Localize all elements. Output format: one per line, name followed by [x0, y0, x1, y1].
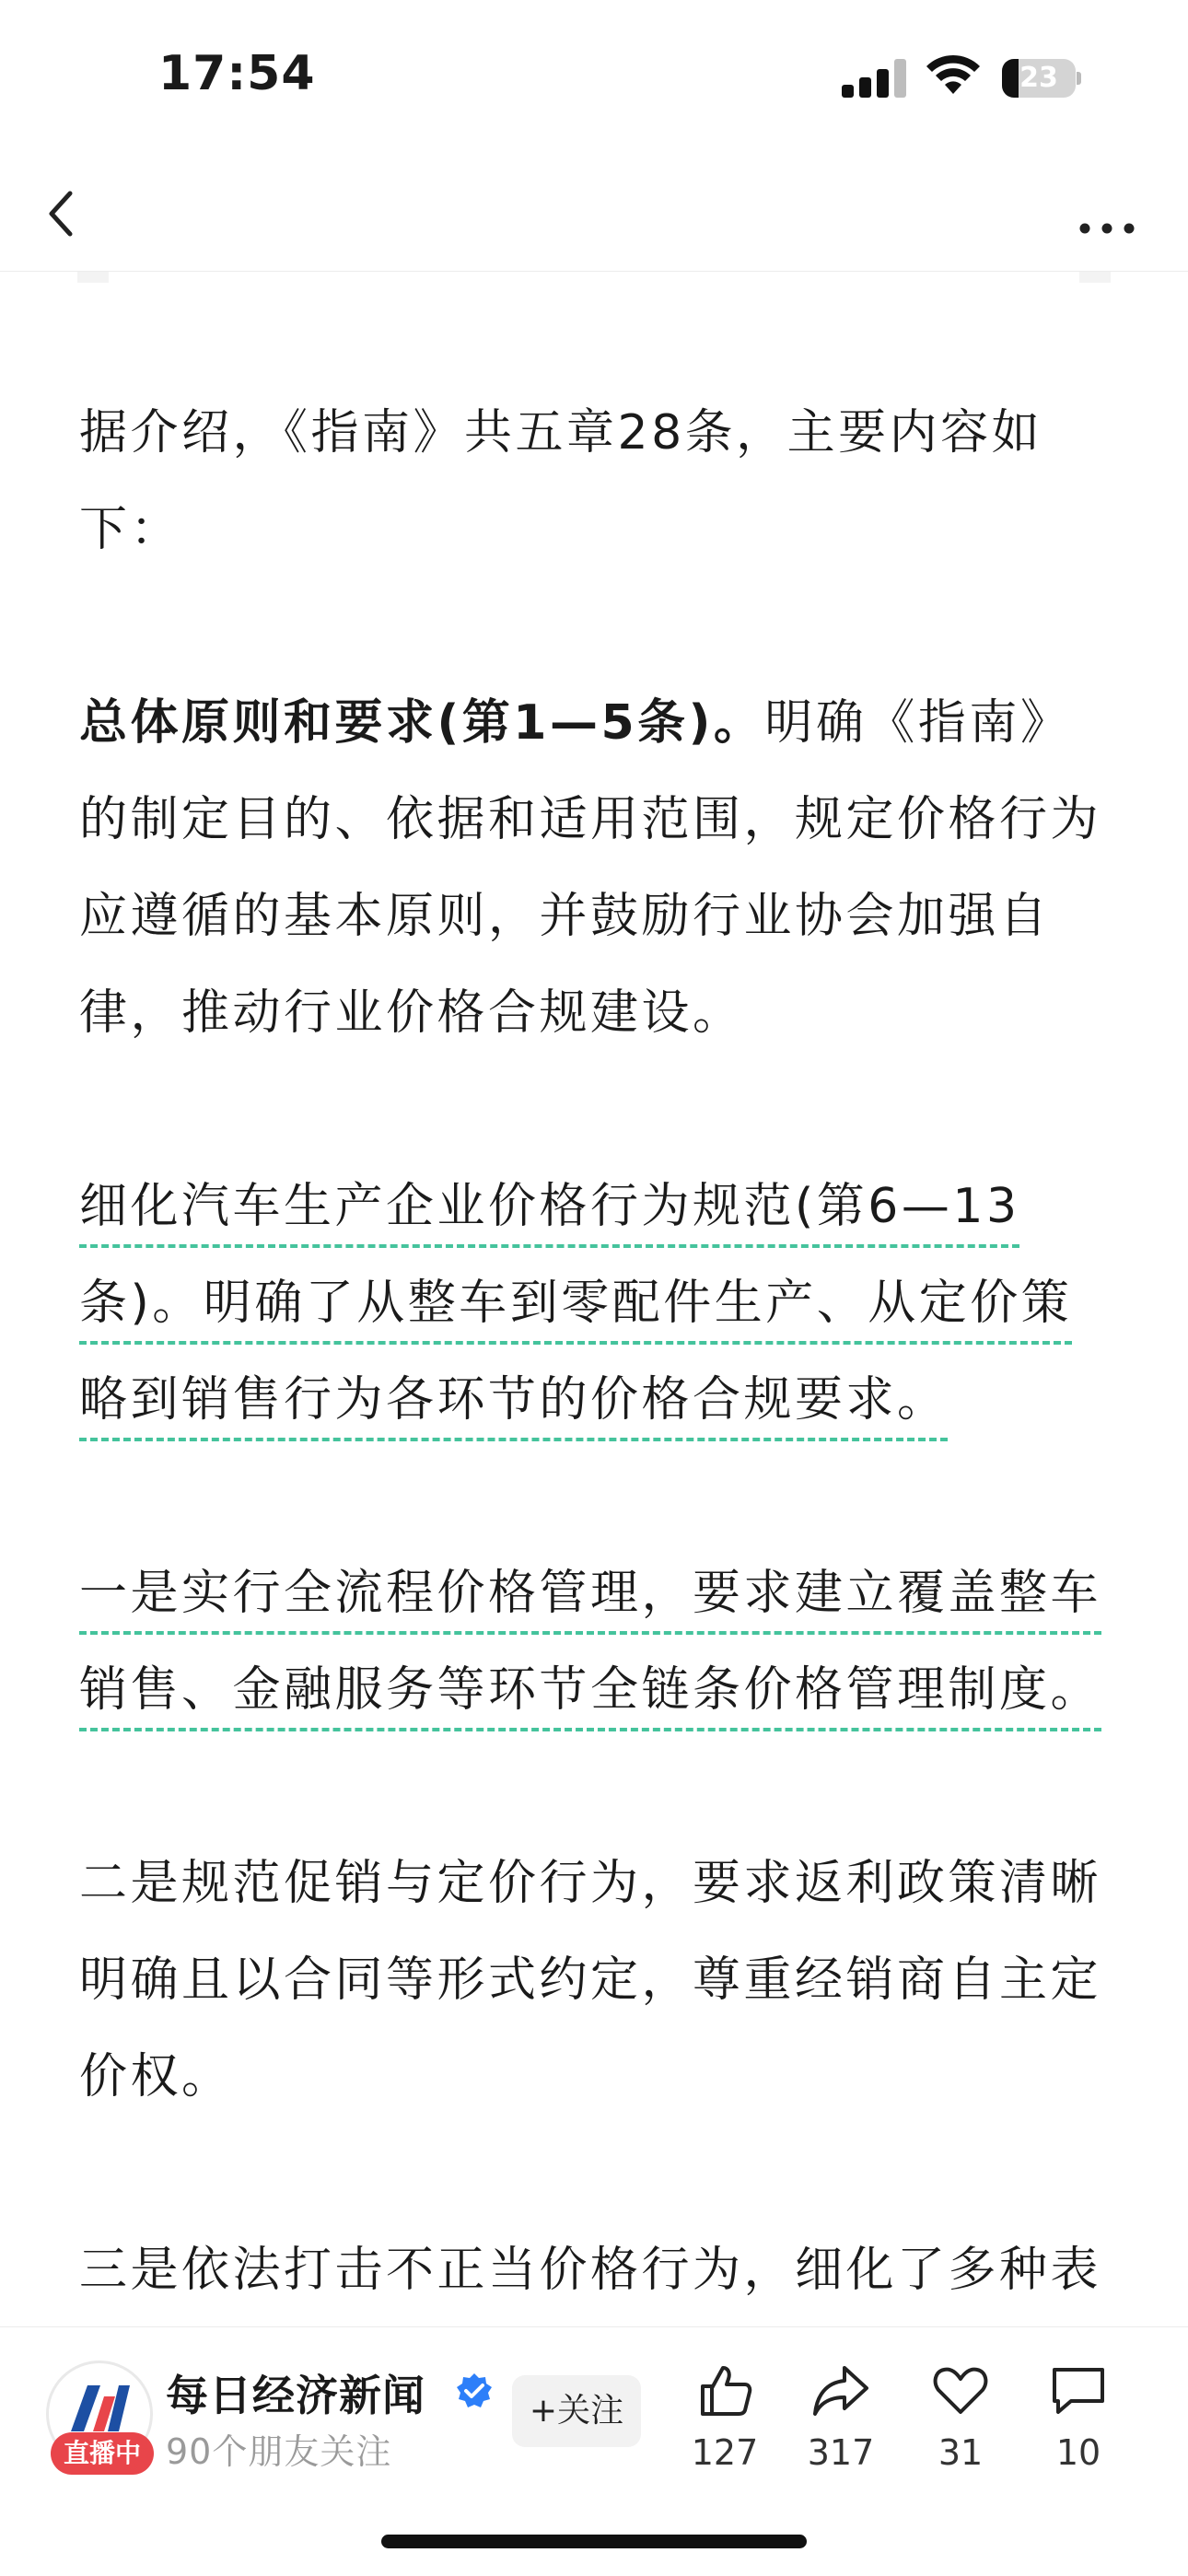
follow-button[interactable]: +关注 [512, 2375, 641, 2447]
article-body [79, 385, 1115, 2416]
share-icon [811, 2360, 870, 2419]
highlighted-text[interactable]: 一是实行全流程价格管理，要求建立覆盖整车销售、金融服务等环节全链条价格管理制度。 [79, 1566, 1102, 1718]
share-count: 317 [807, 2432, 875, 2473]
paragraph-point-two: 二是规范促销与定价行为，要求返利政策清晰明确且以合同等形式约定，尊重经销商自主定价权。 [79, 1856, 1102, 2104]
share-button[interactable] [790, 2360, 891, 2473]
paragraph-principles [79, 675, 1115, 1062]
thumbs-up-icon [695, 2360, 754, 2419]
home-indicator[interactable] [381, 2535, 807, 2548]
paragraph-producer-norms[interactable] [79, 1159, 1115, 1449]
image-edge-right [1079, 272, 1111, 283]
image-edge-left [77, 272, 109, 283]
nav-bar [0, 157, 1188, 272]
battery-icon [1002, 59, 1081, 98]
verified-icon [455, 2372, 494, 2410]
live-badge[interactable]: 直播中 [51, 2432, 154, 2475]
comment-count: 10 [1055, 2432, 1101, 2473]
favorite-button[interactable] [910, 2360, 1011, 2473]
status-time: 17:54 [158, 46, 316, 101]
comment-button[interactable] [1028, 2360, 1129, 2473]
favorite-count: 31 [938, 2432, 984, 2473]
status-bar [0, 0, 1188, 157]
like-count: 127 [691, 2432, 759, 2473]
paragraph-point-one[interactable] [79, 1545, 1115, 1739]
cellular-signal-icon [842, 59, 906, 98]
highlighted-text[interactable]: 细化汽车生产企业价格行为规范(第6—13条)。明确了从整车到零配件生产、从定价策略到销售行为各环节的价格合规要求。 [79, 1179, 1073, 1428]
heart-icon [931, 2360, 990, 2419]
source-name[interactable]: 每日经济新闻 [166, 2371, 425, 2420]
paragraph-text: 明确《指南》的制定目的、依据和适用范围，规定价格行为应遵循的基本原则，并鼓励行业协会加强自律，推动行业价格合规建设。 [79, 695, 1102, 1041]
paragraph-point-three: 三是依法打击不正当价格行为，细化了多种表 [79, 2243, 1102, 2298]
more-icon[interactable] [1068, 175, 1146, 252]
comment-icon [1049, 2360, 1108, 2419]
back-icon[interactable] [37, 175, 114, 252]
paragraph-intro: 据介绍，《指南》共五章28条，主要内容如下： [79, 405, 1043, 557]
section-heading: 总体原则和要求(第1—5条)。 [79, 695, 765, 751]
friends-following: 90个朋友关注 [166, 2431, 392, 2472]
like-button[interactable] [674, 2360, 775, 2473]
wifi-icon [925, 52, 982, 98]
battery-level: 23 [1019, 62, 1058, 94]
